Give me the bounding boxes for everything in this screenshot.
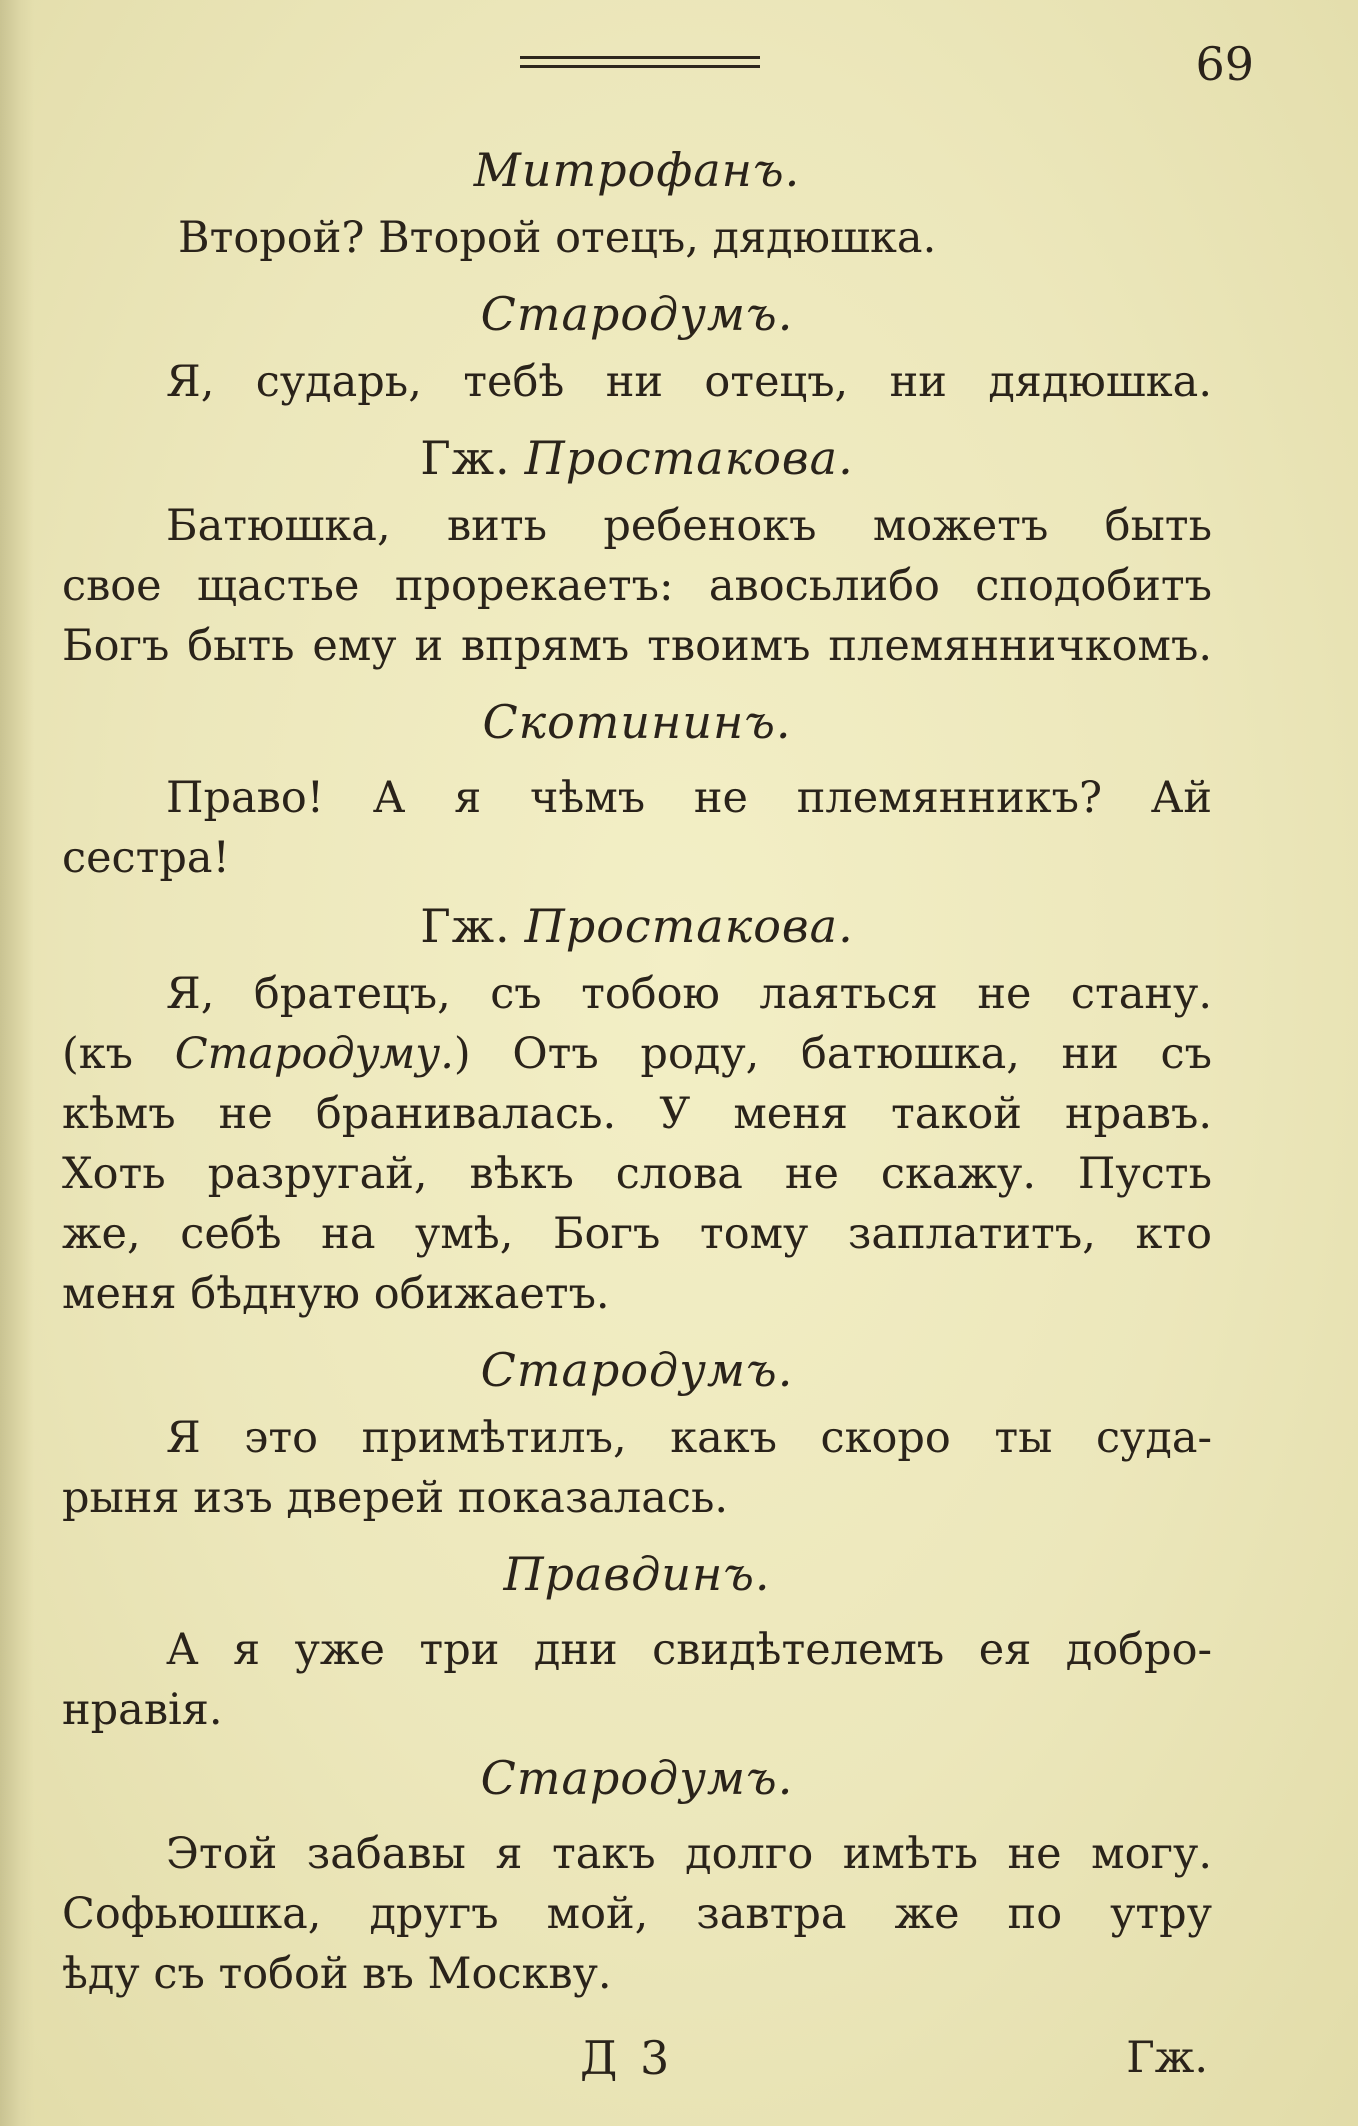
dialogue-text: ) Отъ роду, батюшка, ни съ bbox=[453, 1029, 1212, 1079]
speaker-prefix: Гж. bbox=[420, 899, 511, 953]
dialogue-line: свое щастье прорекаетъ: авосьлибо сподобитъ bbox=[62, 561, 1212, 611]
dialogue-line: Этой забавы я такъ долго имѣть не могу. bbox=[166, 1829, 1212, 1879]
dialogue-line: Хоть разругай, вѣкъ слова не скажу. Пусть bbox=[62, 1149, 1212, 1199]
speaker-name: Простакова. bbox=[524, 431, 854, 485]
dialogue-line: Богъ быть ему и впрямъ твоимъ племянничкомъ. bbox=[62, 621, 1212, 671]
speaker-name: Простакова. bbox=[524, 899, 854, 953]
page-number: 69 bbox=[1195, 37, 1254, 91]
dialogue-line: Я это примѣтилъ, какъ скоро ты суда- bbox=[166, 1413, 1212, 1463]
dialogue-line: рыня изъ дверей показалась. bbox=[62, 1473, 729, 1523]
dialogue-line: Батюшка, вить ребенокъ можетъ быть bbox=[166, 501, 1212, 551]
dialogue-line: сестра! bbox=[62, 833, 230, 883]
dialogue-line: Я, братецъ, съ тобою лаяться не стану. bbox=[166, 969, 1212, 1019]
speaker-heading bbox=[62, 896, 1212, 956]
dialogue-line: А я уже три дни свидѣтелемъ ея добро- bbox=[166, 1625, 1212, 1675]
stage-direction: (къ bbox=[62, 1029, 175, 1079]
dialogue-line: кѣмъ не бранивалась. У меня такой нравъ. bbox=[62, 1089, 1212, 1139]
speaker-name: Правдинъ. bbox=[503, 1547, 771, 1601]
dialogue-line: меня бѣдную обижаетъ. bbox=[62, 1269, 610, 1319]
play-text bbox=[62, 140, 1212, 2004]
catchword: Гж. bbox=[1126, 2033, 1208, 2083]
speaker-heading bbox=[62, 428, 1212, 488]
dialogue-line: Право! А я чѣмъ не племянникъ? Ай bbox=[166, 773, 1212, 823]
speaker-prefix: Гж. bbox=[420, 431, 511, 485]
dialogue-line: Я, сударь, тебѣ ни отецъ, ни дядюшка. bbox=[166, 357, 1212, 407]
dialogue-line: же, себѣ на умѣ, Богъ тому заплатитъ, кто bbox=[62, 1209, 1212, 1259]
header-rule bbox=[520, 56, 760, 68]
dialogue-line: Второй? Второй отецъ, дядюшка. bbox=[178, 213, 937, 263]
speaker-name: Стародумъ. bbox=[480, 1751, 794, 1805]
speaker-name: Митрофанъ. bbox=[473, 143, 801, 197]
dialogue-line: Софьюшка, другъ мой, завтра же по утру bbox=[62, 1889, 1212, 1939]
speaker-name: Скотининъ. bbox=[482, 695, 792, 749]
stage-direction-name: Стародуму. bbox=[174, 1029, 454, 1079]
dialogue-line: ѣду съ тобой въ Москву. bbox=[62, 1949, 612, 1999]
speaker-name: Стародумъ. bbox=[480, 1343, 794, 1397]
page-spine-shadow bbox=[0, 0, 34, 2126]
speaker-name: Стародумъ. bbox=[480, 287, 794, 341]
dialogue-line: нравія. bbox=[62, 1685, 223, 1735]
dialogue-line bbox=[62, 1024, 1212, 1084]
signature-mark: Д 3 bbox=[580, 2031, 674, 2085]
